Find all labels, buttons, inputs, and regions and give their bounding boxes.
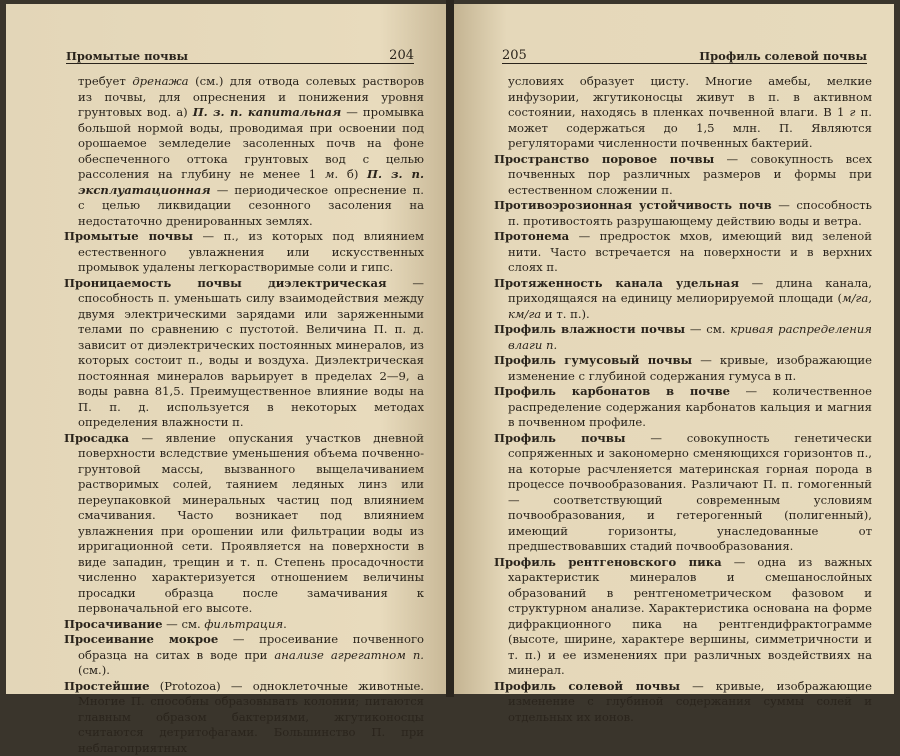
text-run: — явление опускания участков дневной поверхности вследствие уменьшения объема почвенно-грунтовой массы, вызванного выщелачиванием растворимых солей, таянием ледяных линз или переупаковкой минеральных частиц под влиянием смачивания. Часто возникает под влиянием увлажнения при орошении или фильтрации воды из ирригационной сети. Проявляется на поверхности в виде западин, трещин и т. п. Степень просадочности численно характеризуется отношением величины просадки образца после замачивания к первоначальной его высоте.: [78, 431, 424, 616]
left-page-text: [64, 74, 424, 756]
page-number-left: 204: [389, 48, 414, 63]
text-run: — промывка большой нормой воды, проводимая при освоении под орошаемое земледелие засоленных почв на фоне обеспеченного оттока грунтовых вод с целью рассоления на глубину не менее 1: [78, 105, 424, 181]
entry-list: [494, 152, 872, 726]
entry-headword: Протонема: [494, 229, 569, 243]
text-run: (см.) для отвода солевых растворов из почвы, для опреснения и понижения уровня грунтовых вод. а): [78, 74, 424, 119]
text-run: п. может содержаться до 1,5 млн. П. Являются регуляторами численности почвенных бактерий.: [508, 105, 872, 150]
dictionary-entry: [64, 431, 424, 617]
dictionary-entry: [494, 353, 872, 384]
text-run: П. з. п. капитальная: [193, 105, 341, 119]
dictionary-entry: [494, 384, 872, 431]
entry-headword: Профиль почвы: [494, 431, 625, 445]
entry-headword: Промытые почвы: [64, 229, 193, 243]
entry-headword: Протяженность канала удельная: [494, 276, 739, 290]
dictionary-entry: [64, 276, 424, 431]
text-run: — способность п. уменьшать силу взаимодействия между двумя электрическими зарядами или заряженными телами по сравнению с пустотой. Величина П. п. д. зависит от диэлектрических постоянных минералов, из которых состоит п., воды и воздуха. Диэлектрическая постоянная минералов варьирует в пределах 2—9, а воды равна 81,5. Преимущественное влияние воды на П. п. д. используется в некоторых методах определения влажности п.: [78, 276, 424, 430]
left-page: [6, 4, 446, 694]
dictionary-entry: [64, 229, 424, 276]
entry-headword: Простейшие: [64, 679, 149, 693]
page-number-right: 205: [502, 48, 527, 63]
continuation-paragraph: [64, 74, 424, 229]
entry-list: [64, 229, 424, 756]
text-run: кривая распределения влаги п.: [508, 322, 872, 352]
dictionary-entry: [494, 555, 872, 679]
left-page-header: [66, 41, 414, 64]
entry-headword: Профиль влажности почвы: [494, 322, 685, 336]
dictionary-entry: [64, 632, 424, 679]
dictionary-entry: [494, 229, 872, 276]
dictionary-entry: [494, 322, 872, 353]
text-run: — предросток мхов, имеющий вид зеленой нити. Часто встречается на поверхности и в верхних слоях п.: [508, 229, 872, 274]
entry-headword: Просачивание: [64, 617, 162, 631]
text-run: — см.: [162, 617, 204, 631]
text-run: анализе агрегатном п.: [274, 648, 424, 662]
continuation-paragraph: [494, 74, 872, 152]
text-run: фильтрация: [204, 617, 283, 631]
text-run: — п., из которых под влиянием естественного увлажнения или искусственных промывок удалены легкорастворимые соли и гипс.: [78, 229, 424, 274]
right-page: [454, 4, 894, 694]
text-run: дренажа: [132, 74, 188, 88]
entry-headword: Профиль гумусовый почвы: [494, 353, 692, 367]
dictionary-entry: [494, 679, 872, 726]
dictionary-entry: [64, 679, 424, 756]
text-run: . б): [334, 167, 367, 181]
text-run: г: [850, 105, 856, 119]
entry-headword: Просеивание мокрое: [64, 632, 218, 646]
text-run: — просеивание почвенного образца на ситах в воде при: [78, 632, 424, 662]
text-run: м: [325, 167, 335, 181]
text-run: П. з. п. эксплуатационная: [78, 167, 424, 197]
text-run: — совокупность всех почвенных пор различных размеров и формы при естественном сложении п.: [508, 152, 872, 197]
text-run: требует: [78, 74, 132, 88]
text-run: и т. п.).: [541, 307, 590, 321]
dictionary-entry: [494, 198, 872, 229]
text-run: .: [283, 617, 287, 631]
dictionary-entry: [494, 152, 872, 199]
text-run: — способность п. противостоять разрушающему действию воды и ветра.: [508, 198, 872, 228]
entry-headword: Профиль солевой почвы: [494, 679, 680, 693]
text-run: — кривые, изображающие изменение с глубиной содержания гумуса в п.: [508, 353, 872, 383]
text-run: — периодическое опреснение п. с целью ликвидации сезонного засоления на недостаточно дренированных землях.: [78, 183, 424, 228]
entry-headword: Проницаемость почвы диэлектрическая: [64, 276, 387, 290]
text-run: — кривые, изображающие изменение с глубиной содержания суммы солей и отдельных их ионов.: [508, 679, 872, 724]
entry-headword: Пространство поровое почвы: [494, 152, 714, 166]
entry-headword: Профиль карбонатов в почве: [494, 384, 730, 398]
text-run: (см.).: [78, 663, 110, 677]
text-run: — длина канала, приходящаяся на единицу мелиорируемой площади (: [508, 276, 872, 306]
text-run: — одна из важных характеристик минералов и смешанослойных образований в рентгенометрическом фазовом и структурном анализе. Характеристика основана на форме дифракционного пика на рентгендифрактограмме (высоте, ширине, характере вершины, симметричности и т. п.) и ее изменениях при различных воздействиях на минерал.: [508, 555, 872, 678]
text-run: условиях образует цисту. Многие амебы, мелкие инфузории, жгутиконосцы живут в п. в активном состоянии, находясь в пленках почвенной влаги. В 1: [508, 74, 872, 119]
right-page-text: [494, 74, 872, 725]
gutter: [446, 0, 454, 697]
running-head-right: Профиль солевой почвы: [699, 49, 867, 63]
text-run: — совокупность генетически сопряженных и закономерно сменяющихся горизонтов п., на которые расчленяется материнская горная порода в процессе почвообразования. Различают П. п. гомогенный — соответствующий современным условиям почвообразования, и гетерогенный (полигенный), имеющий горизонты, унаследованные от предшествовавших стадий почвообразования.: [508, 431, 872, 554]
right-page-header: [502, 41, 867, 64]
dictionary-entry: [64, 617, 424, 633]
dictionary-entry: [494, 276, 872, 323]
entry-headword: Просадка: [64, 431, 129, 445]
text-run: — см.: [685, 322, 730, 336]
running-head-left: Промытые почвы: [66, 49, 188, 63]
text-run: м/га, км/га: [508, 291, 872, 321]
text-run: (Protozoa) — одноклеточные животные. Многие П. способны образовывать колонии; питаются главным образом бактериями, жгутиконосцы считаются детритофагами. Большинство П. при неблагоприятных: [78, 679, 424, 755]
entry-headword: Противоэрозионная устойчивость почв: [494, 198, 772, 212]
text-run: — количественное распределение содержания карбонатов кальция и магния в почвенном профиле.: [508, 384, 872, 429]
dictionary-entry: [494, 431, 872, 555]
entry-headword: Профиль рентгеновского пика: [494, 555, 722, 569]
